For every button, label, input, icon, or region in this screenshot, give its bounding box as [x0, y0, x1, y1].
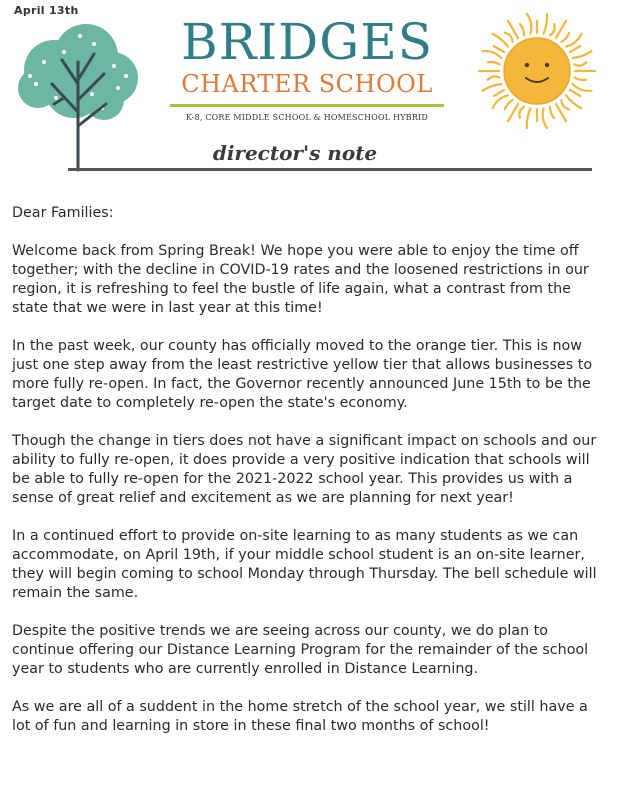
sun-ray — [527, 108, 531, 128]
sun-ray — [488, 62, 500, 64]
letter-paragraph: In a continued effort to provide on-site learning to as many students as we can accommodate, on April 19th, if your middle school student is an on-site learner, they will begin coming to school Monday through Thursday. The bell schedule will remain the same. — [12, 528, 597, 601]
school-tagline: K-8, CORE MIDDLE SCHOOL & HOMESCHOOL HYBRID — [186, 113, 428, 122]
sun-ray — [570, 90, 580, 96]
sun-ray — [494, 90, 504, 96]
sun-ray — [494, 46, 504, 52]
sun-ray — [573, 84, 592, 91]
sun-ray — [573, 51, 592, 58]
letter-paragraph: In the past week, our county has officially moved to the orange tier. This is now just one step away from the least restrictive yellow tier that allows businesses to more fully re-open. In fact, the Governor recently announced June 15th to be the target date to completely re-open the state's economy. — [12, 338, 593, 411]
school-logo — [166, 13, 448, 122]
sun-ray — [556, 21, 566, 38]
school-name: BRIDGES — [181, 13, 433, 71]
sun-ray — [570, 46, 580, 52]
letter-paragraph: Welcome back from Spring Break! We hope you were able to enjoy the time off together; with the decline in COVID-19 rates and the loosened restrictions in our region, it is refreshing to feel the bustle of life again, what a contrast from the state that we were in last year at this time! — [12, 243, 589, 316]
sun-ray — [561, 100, 569, 109]
letter-paragraph: Despite the positive trends we are seeing across our county, we do plan to continue offering our Distance Learning Program for the remainder of the school year to students who are currently enrolled in Distance Learning. — [12, 623, 589, 677]
newsletter-date: April 13th — [14, 4, 79, 17]
sun-icon — [476, 10, 598, 132]
sun-ray — [482, 84, 501, 91]
sun-ray — [505, 33, 513, 42]
sun-ray — [543, 108, 547, 128]
sun-ray — [527, 14, 531, 34]
sun-ray — [550, 107, 554, 118]
letter-paragraph: As we are all of a suddent in the home stretch of the school year, we still have a lot of fun and learning in store in these final two months of school! — [12, 699, 588, 734]
section-heading: director's note — [212, 141, 378, 165]
sun-ray — [566, 95, 581, 108]
header-divider — [68, 168, 592, 171]
sun-ray — [488, 76, 500, 79]
school-subtitle: CHARTER SCHOOL — [181, 70, 433, 98]
sun-ray — [508, 104, 518, 121]
letter-paragraph: Though the change in tiers does not have a significant impact on schools and our ability to fully re-open, it does provide a very positive indication that schools will be able to fully re-open for the 2021-2022 school year. This provides us with a sense of great relief and excitement as we are planning for next year! — [12, 433, 597, 506]
sun-ray — [505, 100, 513, 109]
sun-ray — [493, 34, 508, 47]
sun-ray — [519, 107, 524, 118]
sun-ray — [544, 14, 548, 34]
letter-greeting: Dear Families: — [12, 205, 114, 221]
tree-icon — [14, 22, 144, 172]
sun-ray — [574, 78, 586, 80]
sun-ray — [561, 33, 569, 42]
logo-divider — [170, 104, 444, 107]
sun-ray — [482, 51, 501, 58]
sun-ray — [574, 62, 586, 65]
letter-body — [12, 204, 610, 755]
sun-ray — [520, 24, 524, 35]
sun-ray — [550, 24, 555, 35]
